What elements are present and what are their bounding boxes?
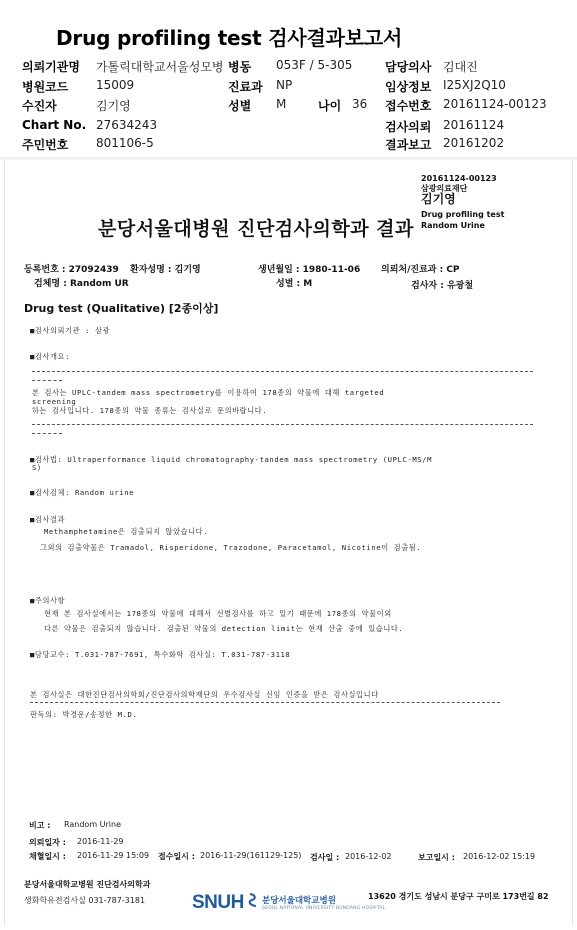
clinical-info-label: 임상정보 (385, 80, 432, 94)
stamp-specimen: Random Urine (421, 221, 485, 230)
collect-label: 채혈일시 : (29, 852, 66, 861)
patient-sex: 성별 : M (276, 279, 313, 289)
dept-name: 분당서울대학교병원 진단검사의학과 (24, 880, 151, 889)
caution-line-1: 현재 본 검사실에서는 178종의 약물에 대해서 선별검사를 하고 있기 때문에 178종의 약물이외 (44, 609, 392, 618)
report-label: 보고일시 : (418, 853, 455, 862)
chart-no-value: 27634243 (96, 118, 158, 132)
subject-value: 김기영 (96, 99, 131, 113)
overview-heading: ■검사개요: (30, 352, 71, 361)
stamp-id: 20161124-00123 (421, 174, 497, 183)
doctor-label: 담당의사 (385, 60, 432, 74)
ward-label: 병동 (228, 60, 252, 74)
reception-no-label: 접수번호 (385, 99, 432, 113)
hospital-code-label: 병원코드 (22, 80, 69, 94)
report-value: 2016-12-02 15:19 (463, 852, 536, 861)
age-label: 나이 (318, 99, 342, 113)
divider-line (32, 380, 62, 381)
specimen-name: 검체명 : Random UR (34, 279, 129, 289)
receipt-label: 접수일시 : (158, 852, 195, 861)
test-request-value: 20161124 (443, 118, 505, 132)
divider-line (32, 424, 533, 425)
snuh-emblem-icon (248, 893, 258, 907)
hospital-code-value: 15009 (96, 78, 135, 92)
result-report-value: 20161202 (443, 136, 505, 150)
divider-line (32, 433, 62, 434)
stamp-test: Drug profiling test (421, 210, 505, 219)
caution-heading: ■주의사항 (30, 596, 66, 605)
test-date-value: 2016-12-02 (345, 852, 392, 861)
divider-line (30, 702, 500, 703)
result-line-1: Methamphetamine은 검출되지 않았습니다. (44, 527, 209, 536)
examiner: 검사자 : 유광철 (411, 281, 474, 291)
lab-phone: 생화학유전검사실 031-787-3181 (24, 896, 146, 905)
specimen-line: ■검사검체: Random urine (30, 488, 135, 497)
caution-line-2: 다른 약물은 검출되지 않습니다. 검출된 약물의 detection limit는 현재 산출 중에 있습니다. (44, 624, 404, 633)
sex-value: M (276, 97, 287, 111)
institution-value: 가톨릭대학교서울성모병 (96, 60, 224, 74)
result-report-label: 결과보고 (385, 138, 432, 152)
resident-no-label: 주민번호 (22, 138, 69, 152)
certification-line: 본 검사실은 대한진단검사의학회/진단검사의학재단의 우수검사실 신임 인증을 받은 검사실입니다 (30, 690, 379, 699)
clinical-info-value: I25XJ2Q10 (443, 78, 506, 92)
snuh-logo: SNUH (192, 892, 244, 913)
section-title: Drug test (Qualitative) [2종이상] (24, 302, 219, 315)
birth-date: 생년월일 : 1980-11-06 (258, 265, 361, 275)
ward-value: 053F / 5-305 (276, 58, 353, 72)
snuh-logo-english: SEOUL NATIONAL UNIVERSITY BUNDANG HOSPITAL (262, 906, 386, 911)
test-request-label: 검사의뢰 (385, 120, 432, 134)
result-heading: ■검사결과 (30, 515, 66, 524)
resident-no-value: 801106-5 (96, 136, 154, 150)
dept-value: NP (276, 78, 293, 92)
hospital-address: 13620 경기도 성남시 분당구 구미로 173번길 82 (368, 892, 549, 901)
reception-no-value: 20161124-00123 (443, 97, 547, 111)
overview-line-1: 본 검사는 UPLC-tandem mass spectrometry를 이용하여 178종의 약물에 대해 targeted (32, 388, 385, 397)
method-line-1: ■검사법: Ultraperformance liquid chromatography-tandem mass spectrometry (UPLC-MS/M (30, 455, 433, 464)
overview-line-2: screening (32, 397, 77, 406)
request-date-value: 2016-11-29 (77, 837, 124, 846)
agency-line: ■검사의뢰기관 : 삼광 (30, 326, 111, 335)
remark-value: Random Urine (64, 820, 122, 829)
professor-line: ■담당교수: T.031-787-7691, 특수화학 검사실: T.031-787-3118 (30, 650, 291, 659)
request-date-label: 의뢰일자 : (29, 838, 66, 847)
sex-label: 성별 (228, 99, 252, 113)
snuh-logo-korean: 분당서울대학교병원 (262, 896, 336, 906)
method-line-2: S) (32, 463, 42, 472)
report-title: Drug profiling test 검사결과보고서 (56, 26, 403, 50)
stamp-org: 삼광의료재단 (421, 184, 468, 193)
hospital-result-title: 분당서울대병원 진단검사의학과 결과 (98, 218, 414, 240)
collect-value: 2016-11-29 15:09 (77, 851, 150, 860)
reader-line: 판독의: 박경운/송정한 M.D. (30, 710, 138, 719)
divider-line (32, 371, 533, 372)
referring-dept: 의뢰처/진료과 : CP (381, 265, 460, 275)
overview-line-3: 하는 검사입니다. 178종의 약물 종류는 검사실로 문의바랍니다. (32, 406, 268, 415)
patient-name: 환자성명 : 김기영 (130, 265, 201, 275)
subject-label: 수진자 (22, 99, 57, 113)
doctor-value: 김대진 (443, 60, 478, 74)
reg-no: 등록번호 : 27092439 (24, 265, 119, 275)
receipt-value: 2016-11-29(161129-125) (200, 851, 302, 860)
institution-label: 의뢰기관명 (22, 60, 80, 74)
test-date-label: 검사일 : (310, 853, 340, 862)
stamp-patient-name: 김기영 (421, 192, 456, 206)
remark-label: 비고 : (29, 821, 51, 830)
dept-label: 진료과 (228, 80, 263, 94)
chart-no-label: Chart No. (22, 118, 87, 132)
age-value: 36 (352, 97, 368, 111)
result-line-2: 그외의 검출약물은 Tramadol, Risperidone, Trazodone, Paracetamol, Nicotine이 검출됨. (40, 543, 422, 552)
